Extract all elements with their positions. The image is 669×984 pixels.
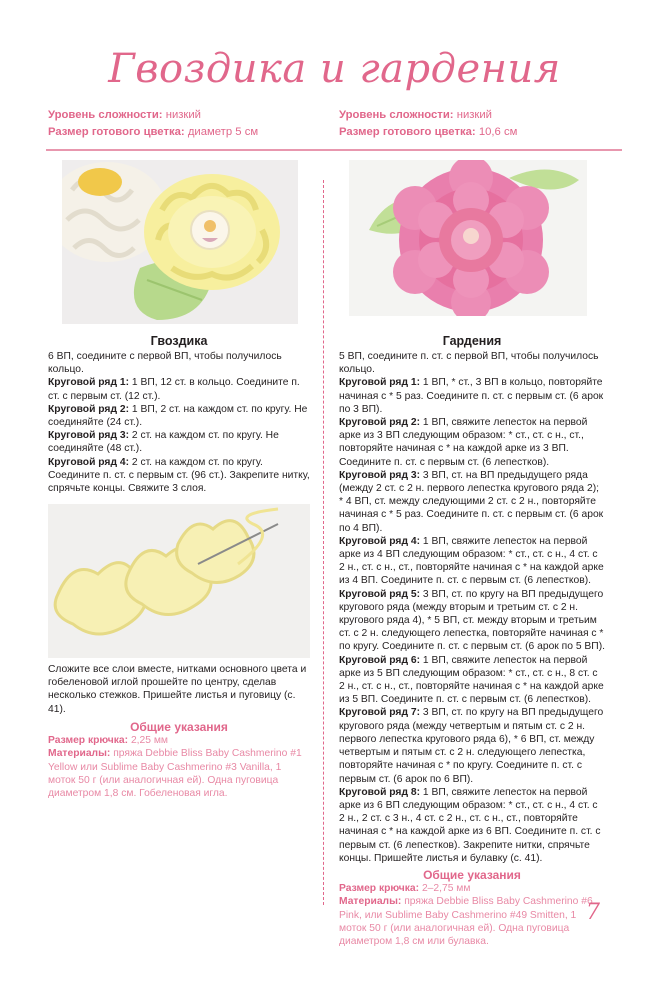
page-number: 7 (586, 900, 600, 925)
round-row: Круговой ряд 7: 3 ВП, ст. по кругу на ВП предыдущего кругового ряда (между четвертым и пятым ст. с 2 н. первого лепестка кругового ряда 6), * 6 ВП, ст. между четвертым и пятым ст. с 2 н. следующего лепестка, повторяйте начиная с * по кругу. Соедините п. ст. с первым ст. (6 арок по 6 ВП). (339, 707, 604, 785)
difficulty-label: Уровень сложности: (48, 109, 163, 121)
intro: 5 ВП, соедините п. ст. с первой ВП, чтобы получилось кольцо. (339, 351, 599, 376)
round-row: Круговой ряд 4: 2 ст. на каждом ст. по кругу. Соедините п. ст. с первым ст. (96 ст.). Закрепите нитку, спрячьте концы. Свяжите 3 слоя. (48, 456, 310, 495)
round-row: Круговой ряд 6: 1 ВП, свяжите лепесток на первой арке из 5 ВП следующим образом: * ст., ст. с н., 8 ст. с 2 н., ст. с н., ст., повторяйте начиная с * на каждой арке из 5 ВП. Соедините п. ст. с первым ст. (6 лепестков). (339, 654, 604, 706)
gardenia-illustration (349, 160, 587, 316)
carnation-instructions (48, 334, 310, 495)
gardenia-instructions (339, 334, 605, 948)
round-row: Круговой ряд 3: 3 ВП, ст. на ВП предыдущего ряда (между 2 ст. с 2 н. первого лепестка кругового ряда 2); * 4 ВП, ст. между следующими 2 ст. с 2 н., повторяйте начиная с * 5 раз. Соедините п. ст. с первым ст. (6 арок по 4 ВП). (339, 469, 604, 534)
materials: Материалы: пряжа Debbie Bliss Baby Cashmerino #1 Yellow или Sublime Baby Cashmerino #3 Vanilla, 1 моток 50 г (или аналогичная ей). Одна пуговица диаметром 1,8 см. Гобеленовая игла. (48, 748, 302, 800)
layers-illustration (48, 504, 310, 658)
round-row: Круговой ряд 4: 1 ВП, свяжите лепесток на первой арке из 4 ВП следующим образом: * ст., ст. с н., 4 ст. с 2 н., ст. с н., ст., повторяйте начиная с * на каждой арке из 4 ВП. Соедините п. ст. с первым ст. (6 лепестков). (339, 535, 604, 587)
difficulty-value: низкий (165, 109, 201, 121)
page-title: Гвоздика и гардения (108, 46, 561, 92)
materials: Материалы: пряжа Debbie Bliss Baby Cashmerino #6 Pink, или Sublime Baby Cashmerino #49 Smitten, 1 моток 50 г (или аналогичная ей). Одна пуговица диаметром 1,8 см или булавка. (339, 896, 593, 947)
intro: 6 ВП, соедините с первой ВП, чтобы получилось кольцо. (48, 351, 282, 376)
general-heading: Общие указания (423, 867, 521, 882)
round-row: Круговой ряд 2: 1 ВП, 2 ст. на каждом ст. по кругу. Не соединяйте (24 ст.). (48, 403, 308, 429)
round-row: Круговой ряд 1: 1 ВП, * ст., 3 ВП в кольцо, повторяйте начиная с * 5 раз. Соедините п. ст. с первым ст. (6 арок по 3 ВП). (339, 377, 604, 415)
gardenia-meta (339, 107, 517, 141)
size-label: Размер готового цветка: (339, 126, 476, 138)
size-label: Размер готового цветка: (48, 126, 185, 138)
round-row: Круговой ряд 2: 1 ВП, свяжите лепесток на первой арке из 3 ВП следующим образом: * ст., ст. с н., ст., повторяйте начиная с * на каждой арке из 3 ВП. Соедините п. ст. с первым ст. (6 лепестков). (339, 417, 588, 468)
carnation-illustration (62, 160, 298, 324)
difficulty-value: низкий (456, 109, 492, 121)
size-value: диаметр 5 см (187, 126, 259, 138)
hook-size: Размер крючка: 2–2,75 мм (339, 883, 471, 895)
hook-size: Размер крючка: 2,25 мм (48, 735, 169, 747)
round-row: Круговой ряд 1: 1 ВП, 12 ст. в кольцо. Соедините п. ст. с первым ст. (12 ст.). (48, 377, 300, 402)
general-heading: Общие указания (130, 720, 228, 734)
carnation-photo (62, 160, 298, 324)
header-rule (46, 149, 622, 151)
carnation-assembly (48, 663, 310, 716)
assembly-text: Сложите все слои вместе, нитками основного цвета и гобеленовой иглой прошейте по центру, сделав несколько стежков. Пришейте листья и пуговицу (с. 41). (48, 664, 307, 715)
carnation-heading: Гвоздика (150, 334, 208, 348)
carnation-meta (48, 107, 258, 141)
round-row: Круговой ряд 5: 3 ВП, ст. по кругу на ВП предыдущего кругового ряда (между вторым и третьим ст. с 2 н. кругового ряда 4), * 5 ВП, ст. между вторым и третьим ст. с 2 н. следующего лепестка, повторяйте начиная с * по кругу. Соедините п. ст. с первым ст. (6 арок по 5 ВП). (339, 588, 605, 653)
column-divider (323, 180, 324, 905)
carnation-general (48, 721, 310, 800)
round-row: Круговой ряд 8: 1 ВП, свяжите лепесток на первой арке из 6 ВП следующим образом: * ст., ст. с н., 4 ст. с 2 н., 2 ст. с 3 н., 4 ст. с 2 н., ст. с н., ст., повторяйте начиная с * на каждой арке из 6 ВП. Соедините п. ст. с первым ст. (6 лепестков). Закрепите нитки, спрячьте концы. Пришейте листья и булавку (с. 41). (339, 786, 601, 864)
round-row: Круговой ряд 3: 2 ст. на каждом ст. по кругу. Не соединяйте (48 ст.). (48, 430, 279, 455)
gardenia-photo (349, 160, 587, 316)
difficulty-label: Уровень сложности: (339, 109, 454, 121)
carnation-layers-photo (48, 504, 310, 658)
size-value: 10,6 см (478, 126, 518, 138)
gardenia-heading: Гардения (442, 334, 502, 348)
